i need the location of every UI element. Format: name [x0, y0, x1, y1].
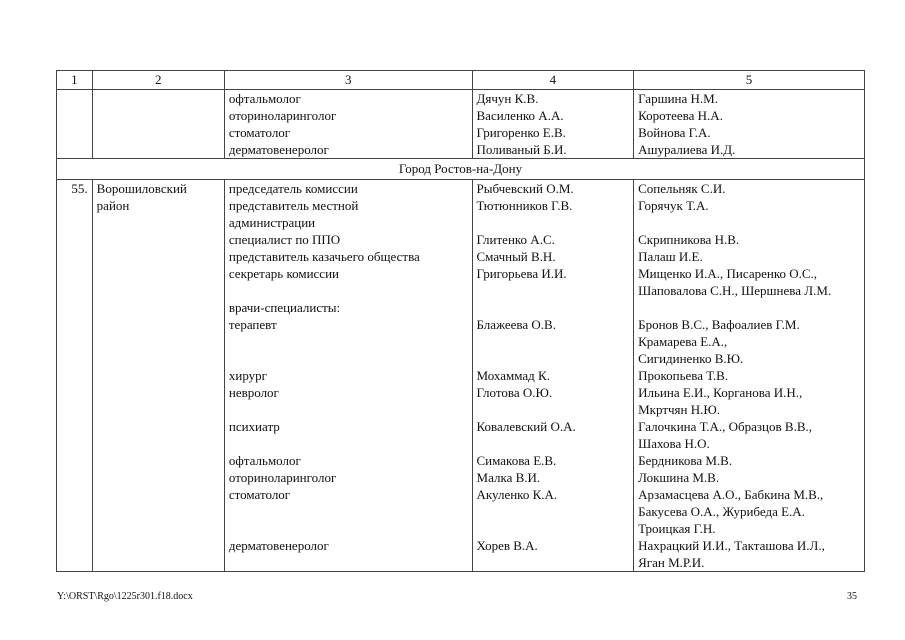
members-cell — [472, 180, 634, 572]
role-line: психиатр — [228, 419, 280, 434]
footer-page-number: 35 — [847, 591, 857, 602]
member-line — [477, 299, 630, 316]
number-cell: 55. — [57, 180, 93, 572]
member-line: Смачный В.Н. — [476, 249, 556, 264]
member-line: Поливаный Б.И. — [476, 142, 567, 157]
table-header-row — [57, 71, 865, 90]
member-line: Акуленко К.А. — [476, 487, 558, 502]
reserve-line: Галочкина Т.А., Образцов В.В., — [638, 419, 812, 434]
member-line — [477, 214, 630, 231]
member-line: Малка В.И. — [476, 470, 541, 485]
header-cell: 3 — [224, 71, 472, 90]
member-line: Василенко А.А. — [476, 108, 564, 123]
role-line — [229, 333, 468, 350]
reserve-line: Локшина М.В. — [638, 470, 720, 485]
role-line: терапевт — [228, 317, 277, 332]
member-line: Глитенко А.С. — [476, 232, 555, 247]
member-line: Мохаммад К. — [476, 368, 550, 383]
member-line — [477, 333, 630, 350]
role-line: невролог — [228, 385, 279, 400]
reserves-cell — [634, 180, 865, 572]
reserve-line: Крамарева Е.А., — [638, 334, 728, 349]
district-cell — [92, 180, 224, 572]
role-line: председатель комиссии — [228, 181, 358, 196]
member-line: Рыбчевский О.М. — [476, 181, 574, 196]
member-line: Блажеева О.В. — [476, 317, 556, 332]
member-line — [477, 503, 630, 520]
member-line — [477, 554, 630, 571]
reserve-line — [638, 214, 860, 231]
role-line: врачи-специалисты: — [228, 300, 341, 315]
member-line: Тютюнников Г.В. — [476, 198, 573, 213]
reserve-line: Прокопьева Т.В. — [638, 368, 729, 383]
role-line: офтальмолог — [228, 91, 301, 106]
role-line: стоматолог — [228, 487, 291, 502]
footer-file-path: Y:\ORST\Rgo\1225r301.f18.docx — [57, 591, 193, 602]
role-line — [229, 554, 468, 571]
header-cell: 1 — [57, 71, 93, 90]
reserve-line: Шаповалова С.Н., Шершнева Л.М. — [638, 283, 832, 298]
city-title: Город Ростов-на-Дону — [57, 159, 865, 180]
reserve-line: Сигидиненко В.Ю. — [638, 351, 744, 366]
reserve-line: Гаршина Н.М. — [638, 91, 718, 106]
reserve-line — [638, 299, 860, 316]
header-cell: 4 — [472, 71, 634, 90]
member-line — [477, 282, 630, 299]
header-cell: 2 — [92, 71, 224, 90]
reserve-line: Войнова Г.А. — [638, 125, 711, 140]
header-cell: 5 — [634, 71, 865, 90]
member-line: Хорев В.А. — [476, 538, 538, 553]
reserve-line: Шахова Н.О. — [638, 436, 710, 451]
member-line: Григоренко Е.В. — [476, 125, 566, 140]
reserve-line: Яган М.Р.И. — [638, 555, 705, 570]
role-line — [229, 435, 468, 452]
role-line: оториноларинголог — [228, 470, 337, 485]
role-line: офтальмолог — [228, 453, 301, 468]
city-row — [57, 159, 865, 180]
reserve-line: Мкртчян Н.Ю. — [638, 402, 720, 417]
member-line: Глотова О.Ю. — [476, 385, 553, 400]
reserve-line: Бакусева О.А., Журибеда Е.А. — [638, 504, 805, 519]
commission-table — [56, 70, 865, 572]
reserve-line: Коротеева Н.А. — [638, 108, 723, 123]
member-line — [477, 350, 630, 367]
role-line: секретарь комиссии — [228, 266, 339, 281]
role-line — [229, 350, 468, 367]
role-line: представитель казачьего общества — [228, 249, 420, 264]
member-line: Дячун К.В. — [476, 91, 539, 106]
reserve-line: Нахрацкий И.И., Такташова И.Л., — [638, 538, 825, 553]
member-line — [477, 435, 630, 452]
member-line: Григорьева И.И. — [476, 266, 567, 281]
role-line — [229, 503, 468, 520]
reserve-line: Троицкая Г.Н. — [638, 521, 716, 536]
role-line: стоматолог — [228, 125, 291, 140]
table-row-section-55 — [57, 180, 865, 572]
member-line — [477, 401, 630, 418]
reserves-cell — [634, 90, 865, 159]
reserve-line: Палаш И.Е. — [638, 249, 703, 264]
reserve-line: Бердникова М.В. — [638, 453, 733, 468]
role-line: специалист по ППО — [228, 232, 341, 247]
reserve-line: Сопельняк С.И. — [638, 181, 726, 196]
member-line: Ковалевский О.А. — [476, 419, 576, 434]
roles-cell — [224, 90, 472, 159]
role-line: администрации — [228, 215, 316, 230]
reserve-line: Скрипникова Н.В. — [638, 232, 740, 247]
role-line: дерматовенеролог — [228, 142, 329, 157]
roles-cell — [224, 180, 472, 572]
reserve-line: Бронов В.С., Вафоалиев Г.М. — [638, 317, 800, 332]
role-line: представитель местной — [228, 198, 359, 213]
role-line — [229, 520, 468, 537]
role-line — [229, 401, 468, 418]
reserve-line: Ильина Е.И., Корганова И.Н., — [638, 385, 803, 400]
member-line — [477, 520, 630, 537]
number-cell — [57, 90, 93, 159]
reserve-line: Ашуралиева И.Д. — [638, 142, 736, 157]
district-line: район — [96, 198, 130, 213]
district-cell — [92, 90, 224, 159]
table-row-continued — [57, 90, 865, 159]
member-line: Симакова Е.В. — [476, 453, 557, 468]
role-line: хирург — [228, 368, 267, 383]
reserve-line: Мищенко И.А., Писаренко О.С., — [638, 266, 818, 281]
reserve-line: Горячук Т.А. — [638, 198, 709, 213]
role-line: оториноларинголог — [228, 108, 337, 123]
role-line — [229, 282, 468, 299]
members-cell — [472, 90, 634, 159]
reserve-line: Арзамасцева А.О., Бабкина М.В., — [638, 487, 824, 502]
district-line: Ворошиловский — [96, 181, 187, 196]
role-line: дерматовенеролог — [228, 538, 329, 553]
